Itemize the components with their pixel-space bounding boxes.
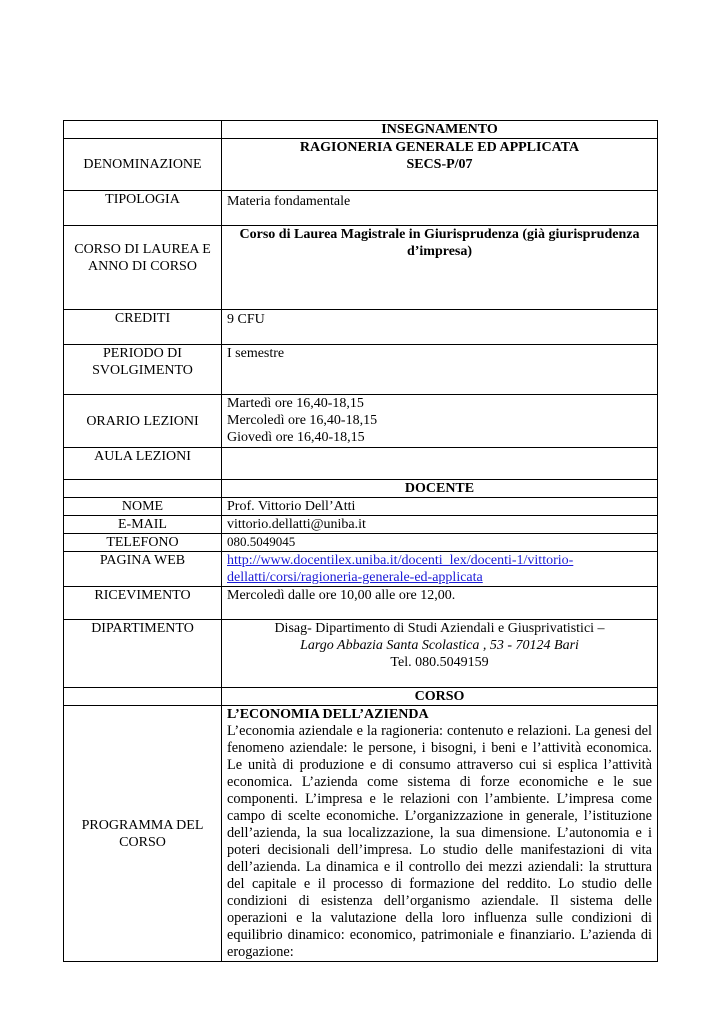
tipologia-value: Materia fondamentale (222, 191, 658, 226)
course-name: RAGIONERIA GENERALE ED APPLICATA (299, 140, 580, 155)
programma-label (64, 706, 222, 962)
web-link-line2[interactable]: dellatti/corsi/ragioneria-generale-ed-applicata (227, 570, 483, 585)
dipartimento-label: DIPARTIMENTO (64, 620, 222, 688)
ricevimento-value: Mercoledì dalle ore 10,00 alle ore 12,00. (222, 587, 658, 620)
nome-label: NOME (64, 498, 222, 516)
denominazione-value (222, 139, 658, 191)
email-label: E-MAIL (64, 516, 222, 534)
denominazione-row (64, 139, 658, 191)
aula-value (222, 448, 658, 480)
denominazione-label: DENOMINAZIONE (64, 139, 222, 191)
corso-laurea-label-line1: CORSO DI LAUREA E (74, 242, 211, 257)
empty-label-cell (64, 688, 222, 706)
email-row (64, 516, 658, 534)
ricevimento-label: RICEVIMENTO (64, 587, 222, 620)
crediti-value: 9 CFU (222, 310, 658, 345)
dipartimento-value (222, 620, 658, 688)
tipologia-row (64, 191, 658, 226)
corso-laurea-value: Corso di Laurea Magistrale in Giurisprudenza (già giurisprudenza d’impresa) (222, 226, 658, 310)
programma-row (64, 706, 658, 962)
periodo-row (64, 345, 658, 395)
periodo-label-line2: SVOLGIMENTO (92, 363, 193, 378)
periodo-value: I semestre (222, 345, 658, 395)
programma-label-line2: CORSO (119, 834, 166, 850)
nome-value: Prof. Vittorio Dell’Atti (222, 498, 658, 516)
dipartimento-phone: Tel. 080.5049159 (390, 655, 489, 670)
corso-header: CORSO (222, 688, 658, 706)
orario-line: Giovedì ore 16,40-18,15 (227, 430, 365, 445)
dipartimento-row (64, 620, 658, 688)
periodo-label (64, 345, 222, 395)
orario-line: Martedì ore 16,40-18,15 (227, 396, 364, 411)
dipartimento-name: Disag- Dipartimento di Studi Aziendali e Giusprivatistici – (274, 621, 605, 636)
course-code: SECS-P/07 (406, 157, 473, 172)
docente-header: DOCENTE (222, 480, 658, 498)
insegnamento-header: INSEGNAMENTO (222, 121, 658, 139)
telefono-value: 080.5049045 (222, 534, 658, 552)
empty-label-cell (64, 121, 222, 139)
course-info-table (63, 120, 658, 962)
telefono-row (64, 534, 658, 552)
aula-row (64, 448, 658, 480)
email-value: vittorio.dellatti@uniba.it (222, 516, 658, 534)
web-link-line1[interactable]: http://www.docentilex.uniba.it/docenti_lex/docenti-1/vittorio- (227, 553, 574, 568)
aula-label: AULA LEZIONI (64, 448, 222, 480)
docente-header-row (64, 480, 658, 498)
web-label: PAGINA WEB (64, 552, 222, 587)
orario-row (64, 395, 658, 448)
orario-value (222, 395, 658, 448)
programma-title: L’ECONOMIA DELL’AZIENDA (227, 707, 429, 722)
programma-text: L’economia aziendale e la ragioneria: contenuto e relazioni. La genesi del fenomeno aziendale: le persone, i bisogni, i beni e l’attività economica. Le unità di produzione e di consumo attraverso cui si esplica l’attività economica. L’azienda come sistema di forze economiche e le sue componenti. L’impresa e le relazioni con l’ambiente. L’impresa come campo di scelte economiche. L’organizzazione in generale, l’istituzione dell’azienda, la sua localizzazione, la sua dimensione. L’autonomia e i poteri decisionali dell’impresa. Lo studio delle manifestazioni di vita dell’azienda. La dinamica e il controllo dei mezzi aziendali: la struttura del capitale e il processo di formazione del reddito. Lo studio delle condizioni di esistenza dell’organismo aziendale. Il sistema delle operazioni e la valutazione della loro influenza sulle condizioni di equilibrio dinamico: economico, patrimoniale e finanziario. L’azienda di erogazione: (227, 723, 652, 960)
corso-header-row (64, 688, 658, 706)
programma-label-line1: PROGRAMMA DEL (81, 817, 204, 833)
programma-value (222, 706, 658, 962)
web-row (64, 552, 658, 587)
crediti-label: CREDITI (64, 310, 222, 345)
orario-label: ORARIO LEZIONI (64, 395, 222, 448)
crediti-row (64, 310, 658, 345)
corso-laurea-label (64, 226, 222, 310)
telefono-label: TELEFONO (64, 534, 222, 552)
empty-label-cell (64, 480, 222, 498)
corso-laurea-label-line2: ANNO DI CORSO (88, 259, 197, 274)
tipologia-label: TIPOLOGIA (64, 191, 222, 226)
orario-line: Mercoledì ore 16,40-18,15 (227, 413, 378, 428)
insegnamento-header-row (64, 121, 658, 139)
ricevimento-row (64, 587, 658, 620)
periodo-label-line1: PERIODO DI (103, 346, 182, 361)
web-value (222, 552, 658, 587)
dipartimento-address: Largo Abbazia Santa Scolastica , 53 - 70124 Bari (300, 638, 579, 653)
nome-row (64, 498, 658, 516)
corso-laurea-row (64, 226, 658, 310)
